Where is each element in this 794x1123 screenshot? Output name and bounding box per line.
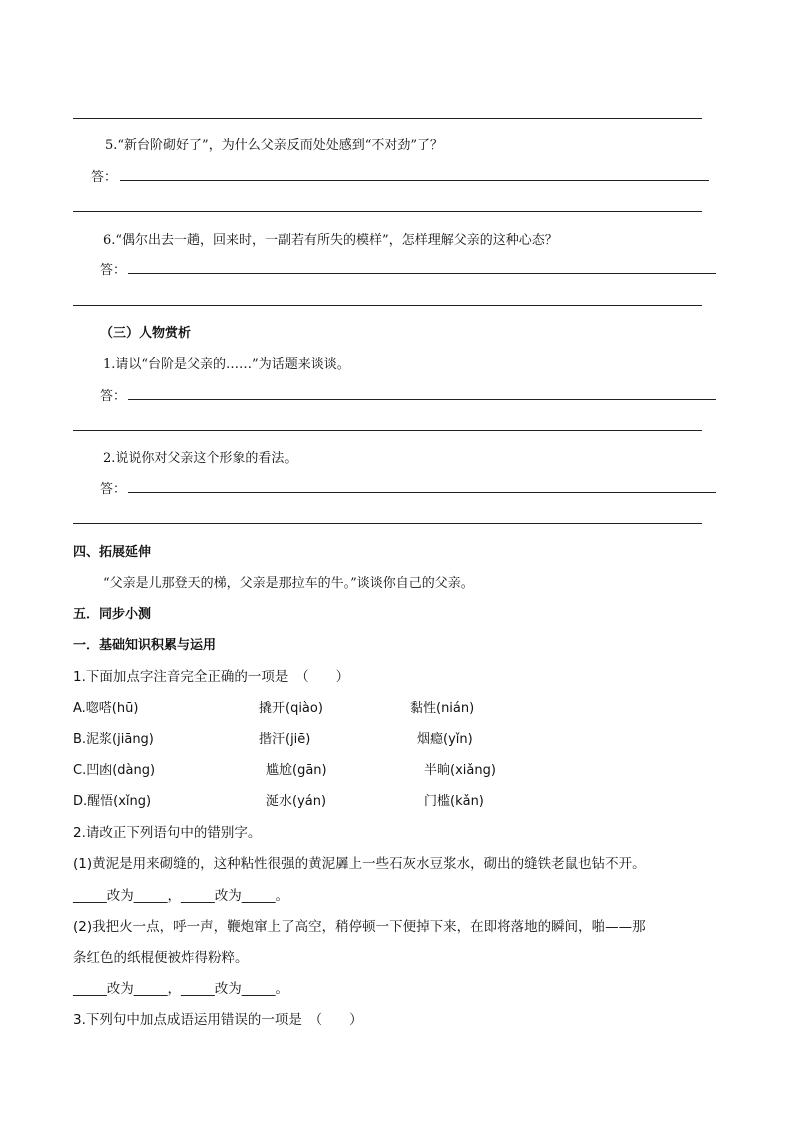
answer-label: 答： — [100, 482, 127, 497]
answer-line[interactable] — [73, 118, 702, 119]
answer-label: 答： — [91, 170, 118, 185]
blank-1[interactable]: _____改为_____，_____改为_____。 — [73, 888, 289, 904]
question-2: 2.请改正下列语句中的错别字。 — [73, 825, 262, 841]
question-3: 3.下列句中加点成语运用错误的一项是 （ ） — [73, 1012, 363, 1028]
sentence-2a: (2)我把火一点，呼一声，鞭炮窜上了高空，稍停顿一下便掉下来，在即将落地的瞬间，啪——那 — [73, 919, 646, 935]
option-b-2: 揩汗(jiē) — [259, 732, 311, 747]
answer-line[interactable] — [73, 523, 702, 524]
answer-line[interactable] — [128, 273, 716, 274]
section-4-title: 四、拓展延伸 — [73, 545, 152, 560]
option-d-2: 涎水(yán) — [266, 794, 327, 809]
answer-label: 答： — [100, 263, 127, 278]
answer-label: 答： — [100, 389, 127, 404]
answer-line[interactable] — [73, 430, 702, 431]
part-1-title: 一．基础知识积累与运用 — [73, 638, 217, 653]
option-b-3: 烟瘾(yǐn) — [417, 732, 473, 747]
answer-line[interactable] — [120, 180, 709, 181]
answer-line[interactable] — [128, 492, 716, 493]
mc-question-1: 1.下面加点字注音完全正确的一项是 （ ） — [73, 669, 350, 685]
option-a-3: 黏性(nián) — [410, 701, 475, 716]
option-a-2: 撬开(qiào) — [259, 701, 323, 716]
section-4-text: “父亲是儿那登天的梯，父亲是那拉车的牛。”谈谈你自己的父亲。 — [103, 576, 474, 591]
blank-2[interactable]: _____改为_____，_____改为_____。 — [73, 981, 289, 997]
answer-line[interactable] — [73, 211, 702, 212]
sentence-2b: 条红色的纸棍便被炸得粉粹。 — [73, 950, 249, 966]
section-3-title: （三）人物赏析 — [100, 326, 192, 341]
section-5-title: 五．同步小测 — [73, 607, 152, 622]
option-b-1[interactable]: B.泥浆(jiāng) — [73, 732, 154, 747]
answer-line[interactable] — [73, 305, 702, 306]
answer-line[interactable] — [128, 399, 716, 400]
question-6: 6.“偶尔出去一趟，回来时，一副若有所失的模样”，怎样理解父亲的这种心态？ — [103, 233, 558, 248]
prompt-2: 2.说说你对父亲这个形象的看法。 — [103, 451, 298, 466]
sentence-1: (1)黄泥是用来砌缝的，这种粘性很强的黄泥羼上一些石灰水豆浆水，砌出的缝铁老鼠也钻不开。 — [73, 856, 646, 872]
option-d-1[interactable]: D.醒悟(xǐng) — [73, 794, 152, 809]
question-5: 5.“新台阶砌好了”，为什么父亲反而处处感到“不对劲”了？ — [105, 138, 443, 153]
option-d-3: 门槛(kǎn) — [424, 794, 484, 809]
prompt-1: 1.请以“台阶是父亲的……”为话题来谈谈。 — [103, 357, 350, 372]
option-c-3: 半晌(xiǎng) — [424, 763, 496, 778]
option-c-1[interactable]: C.凹凼(dàng) — [73, 763, 156, 778]
option-a-1[interactable]: A.唿嗒(hū) — [73, 701, 139, 716]
option-c-2: 尴尬(gān) — [266, 763, 327, 778]
